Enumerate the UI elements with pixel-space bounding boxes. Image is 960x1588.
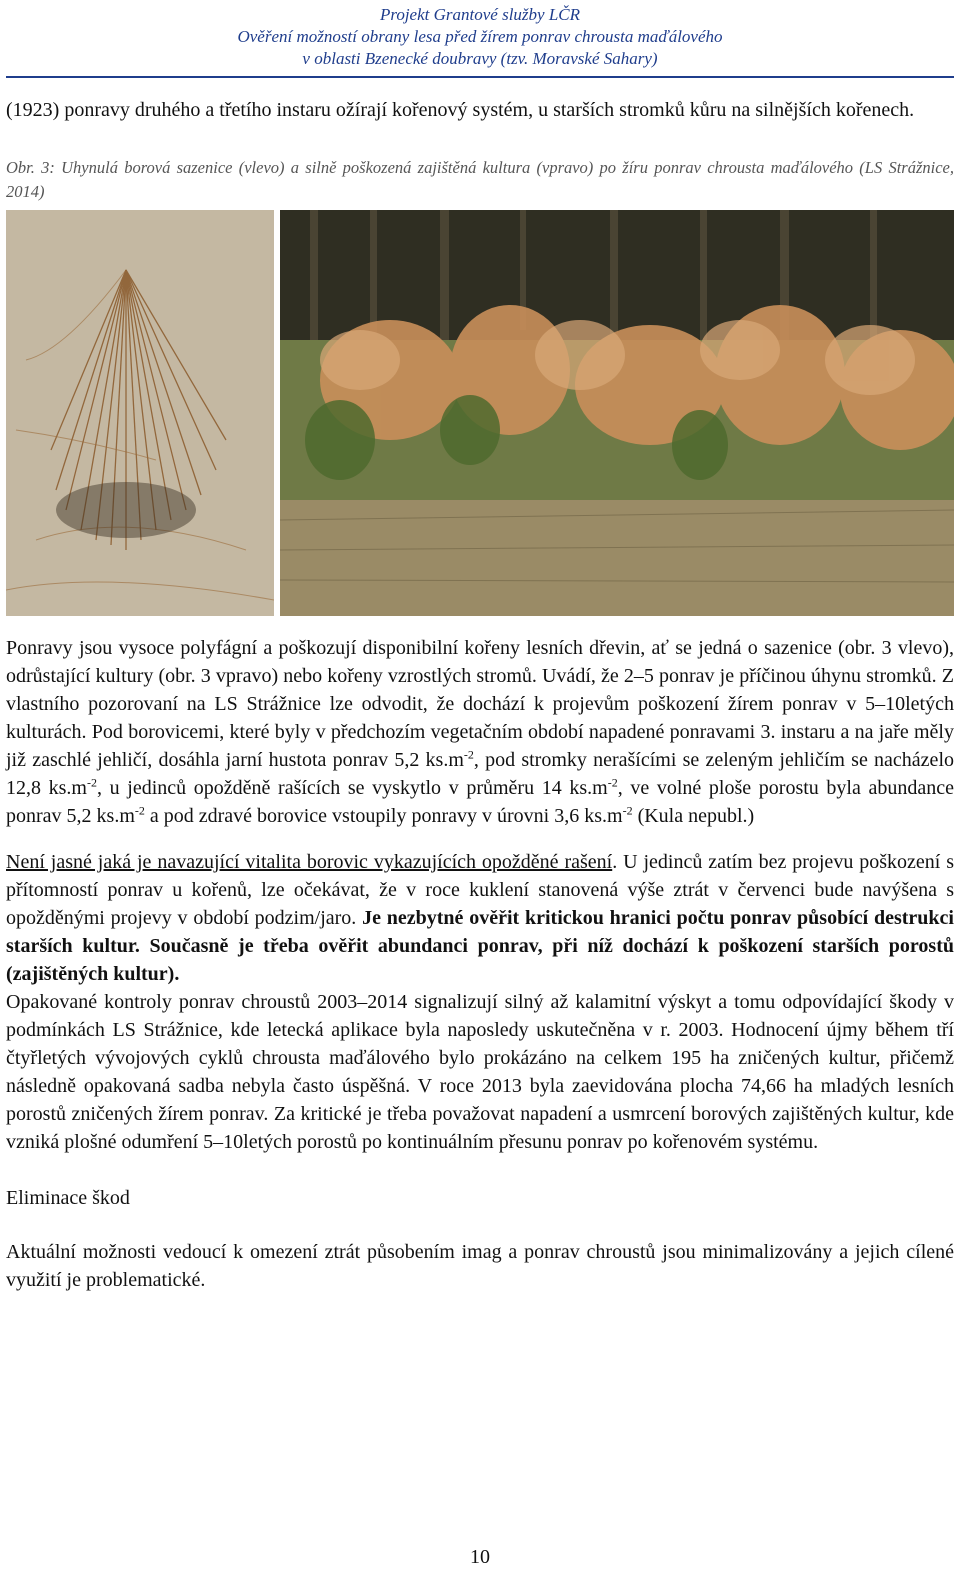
page-header <box>0 4 960 70</box>
para1-sup-4: -2 <box>134 803 145 818</box>
para1-sup-3: -2 <box>607 775 618 790</box>
para1-sup-1: -2 <box>463 747 474 762</box>
para1-text-2: , pod stromky nerašícími se zeleným jehličím se nacházelo 12,8 ks.m <box>6 749 954 799</box>
header-rule <box>6 76 954 78</box>
para1-text-1: Ponravy jsou vysoce polyfágní a poškozují disponibilní kořeny lesních dřevin, ať se jedná o sazenice (obr. 3 vlevo), odrůstající kultury (obr. 3 vpravo) nebo kořeny vzrostlých stromů. Uvádí, že 2–5 ponrav je příčinou úhynu stromků. Z vlastního pozorovaní na LS Strážnice lze odvodit, že dochází k projevům poškození žírem ponrav v 5–10letých kulturách. Pod borovicemi, které byly v předchozím vegetačním období napadené ponravami 3. instaru a na jaře měly již zaschlé jehličí, dosáhla jarní hustota ponrav 5,2 ks.m <box>6 637 954 771</box>
intro-paragraph: (1923) ponravy druhého a třetího instaru ožírají kořenový systém, u starších stromků kůru na silnějších kořenech. <box>6 99 915 121</box>
photo-dead-seedling <box>6 210 274 616</box>
para1-text-5: a pod zdravé borovice vstoupily ponravy v úrovni 3,6 ks.m <box>144 805 623 827</box>
para1-sup-2: -2 <box>86 775 97 790</box>
figure-caption: Obr. 3: Uhynulá borová sazenice (vlevo) a silně poškozená zajištěná kultura (vpravo) po žíru ponrav chrousta maďálového (LS Strážnice, 2014) <box>6 158 954 201</box>
photo-damaged-plantation <box>280 210 954 616</box>
figure-photos <box>6 210 954 616</box>
section-heading: Eliminace škod <box>6 1187 130 1209</box>
para1-sup-5: -2 <box>622 803 633 818</box>
paragraph-polyphagy <box>6 634 954 830</box>
para2-text: . U jedinců zatím bez projevu poškození s přítomností ponrav u kořenů, lze očekávat, že v roce kuklení stanovená výše ztrát v červenci bude navýšena s opožděnými projevy v období podzim/jaro. <box>6 851 954 929</box>
header-line-3: v oblasti Bzenecké doubravy (tzv. Moravské Sahary) <box>302 49 658 68</box>
paragraph-vitality <box>6 848 954 988</box>
paragraph-elimination: Aktuální možnosti vedoucí k omezení ztrát působením imag a ponrav chroustů jsou minimalizovány a jejich cílené využití je problematické. <box>6 1241 954 1291</box>
page-content <box>6 96 954 1294</box>
para1-text-4: , ve volné ploše porostu byla abundance ponrav 5,2 ks.m <box>6 777 954 827</box>
para1-text-3: , u jedinců opožděně rašících se vyskytlo v průměru 14 ks.m <box>96 777 608 799</box>
para2-underlined: Není jasné jaká je navazující vitalita borovic vykazujících opožděné rašení <box>6 851 613 873</box>
header-line-2: Ověření možností obrany lesa před žírem ponrav chrousta maďálového <box>237 27 723 46</box>
paragraph-controls: Opakované kontroly ponrav chroustů 2003–2014 signalizují silný až kalamitní výskyt a tomu odpovídající škody v podmínkách LS Strážnice, kde letecká aplikace byla naposledy uskutečněna v r. 2003. Hodnocení újmy během tří čtyřletých vývojových cyklů chrousta maďálového bylo prokázáno na celkem 195 ha zničených kultur, přičemž následně opakovaná sadba nebyla často úspěšná. V roce 2013 byla zaevidována plocha 74,66 ha mladých lesních porostů zničených žírem ponrav. Za kritické je třeba považovat napadení a usmrcení borových zajištěných kultur, kde vzniká plošné odumření 5–10letých porostů po kontinuálním přesunu ponrav po kořenovém systému. <box>6 991 954 1153</box>
para1-text-6: (Kula nepubl.) <box>632 805 755 827</box>
page-number: 10 <box>470 1546 490 1568</box>
header-line-1: Projekt Grantové služby LČR <box>379 5 581 24</box>
para2-bold: Je nezbytné ověřit kritickou hranici počtu ponrav působící destrukci starších kultur. Současně je třeba ověřit abundanci ponrav, při níž dochází k poškození starších porostů (zajištěných kultur). <box>6 907 954 985</box>
